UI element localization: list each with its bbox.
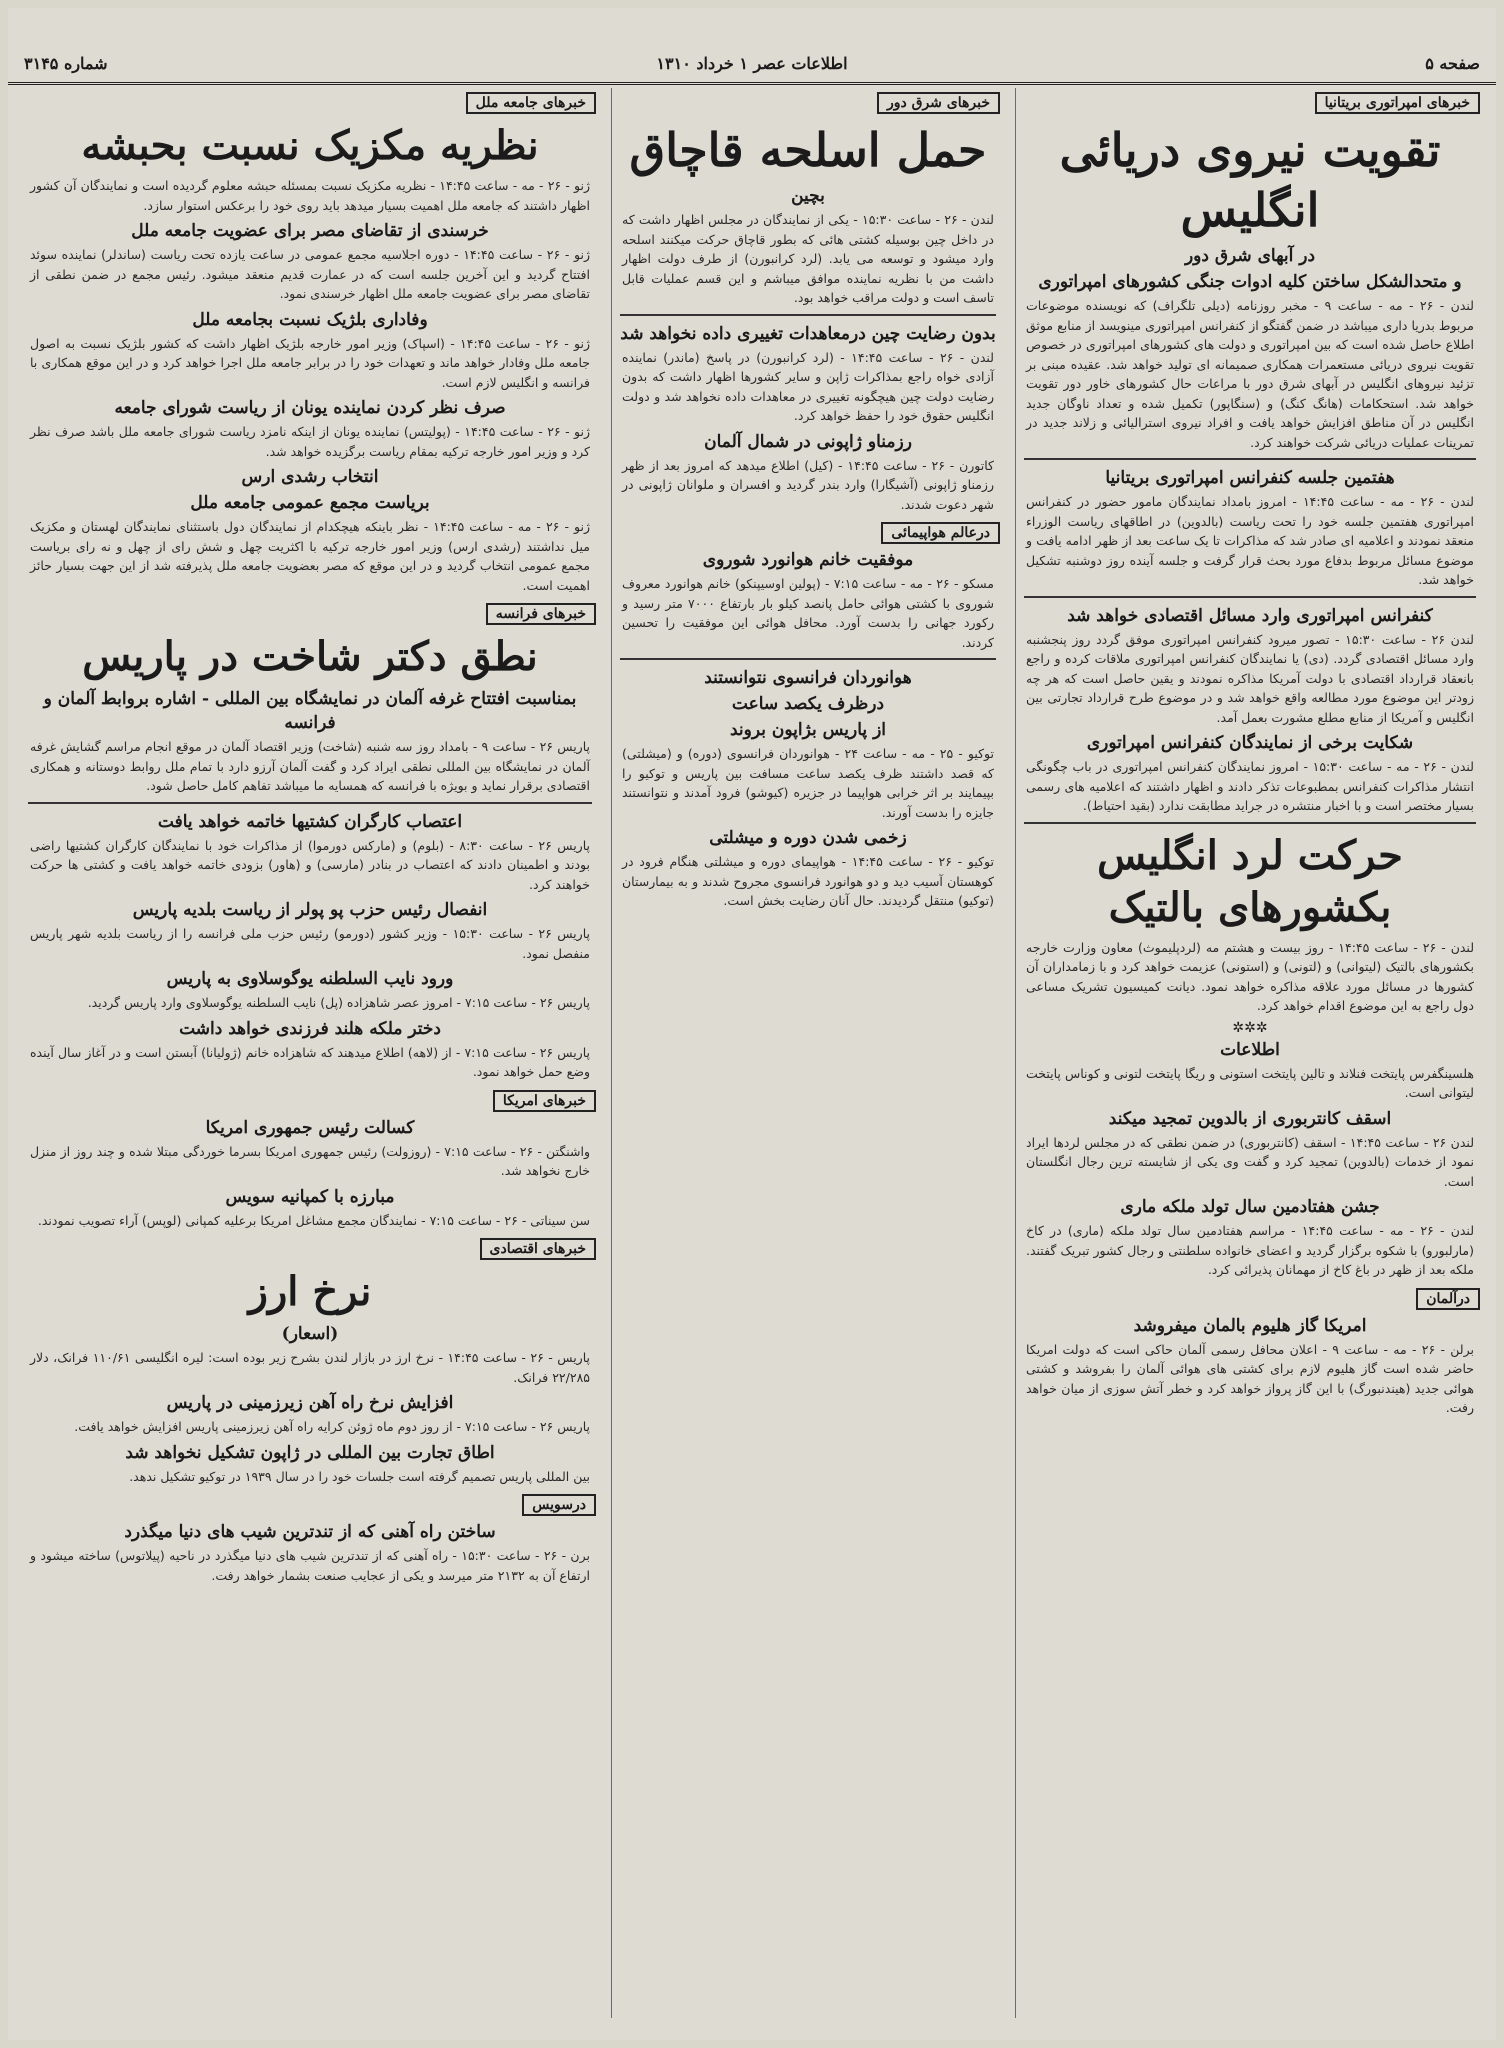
article-body: برن - ۲۶ - ساعت ۱۵:۳۰ - راه آهنی که از تندترین شیب های دنیا میگذرد در ناحیه (پیلاتوس) ساخته میشود و ارتفاع آن به ۲۱۳۲ متر میرسد و یکی از عجایب صنعت بشمار خواهد رفت. [30,1548,590,1583]
article-title: وفاداری بلژیک نسبت بجامعه ملل [192,309,428,330]
article-title: ساختن راه آهنی که از تندترین شیب های دنیا میگذرد [124,1522,496,1542]
article-body: لندن - ۲۶ - ساعت ۱۴:۴۵ - (لرد کرانبورن) در پاسخ (ماندر) نماینده آزادی خواه راجع بمذاکرات ژاپن و سایر کشورها اظهار داشت که بدون رضایت دولت چین هیچگونه تغییری در معاهدات داده نخواهد شد و دولت انگلیس حقوق خود را حفظ خواهد کرد. [622,349,994,423]
divider [1024,822,1476,824]
article-title: انفصال رئیس حزب پو پولر از ریاست بلدیه پاریس [132,900,488,920]
article-body: لندن - ۲۶ - مه - ساعت ۱۵:۳۰ - امروز نمایندگان کنفرانس امپراتوری در باب چگونگی انتشار مذاکرات کنفرانس بمطبوعات تذکر دادند و اظهار داشتند که اعلامیه های رسمی بسیار مختصر است و با اخبار منتشره در جراید مطابقت ندارد (بقید احتیاط). [1026,759,1474,813]
subheadline: بمناسبت افتتاح غرفه آلمان در نمایشگاه بین المللی - اشاره بروابط آلمان و فرانسه [43,689,577,733]
article-body: سن سیناتی - ۲۶ - ساعت ۷:۱۵ - نمایندگان مجمع مشاغل امریکا برعلیه کمپانی (لوپس) آراء تصویب نمودند. [37,1212,590,1228]
article-title: زخمی شدن دوره و میشلتی [709,828,907,848]
article-title: انتخاب رشدی ارس [241,467,379,487]
article-body: بین المللی پاریس تصمیم گرفته است جلسات خود را در سال ۱۹۳۹ در توکیو تشکیل ندهد. [129,1468,590,1484]
section-kicker: درآلمان [1416,1288,1480,1310]
subheadline: در آبهای شرق دور [1184,246,1316,266]
article-title: امریکا گاز هلیوم بالمان میفروشد [1133,1315,1367,1336]
article-body: هلسینگفرس پایتخت فنلاند و تالین پایتخت استونی و ریگا پایتخت لتونی و کوناس پایتخت لیتوانی است. [1026,1065,1474,1100]
divider [28,802,592,804]
subheadline: درظرف یکصد ساعت [731,694,885,714]
subheadline: بچین [791,186,825,206]
article-body: واشنگتن - ۲۶ - ساعت ۷:۱۵ - (روزولت) رئیس جمهوری امریکا بسرما خوردگی مبتلا شده و چند روز از منزل خارج نخواهد شد. [30,1143,591,1178]
article-title: جشن هفتادمین سال تولد ملکه ماری [1120,1197,1380,1217]
divider [1024,596,1476,598]
article-title: موفقیت خانم هوانورد شوروی [702,550,914,570]
article-body: ژنو - ۲۶ - مه - ساعت ۱۴:۴۵ - نظر باینکه هیچکدام از نمایندگان دول باستثنای نمایندگان لهستان و مکزیک میل نداشتند (رشدی ارس) وزیر امور خارجه ترکیه با اکثریت چهل و شش رای از چهل و نه رای بریاست مجمع عمومی انتخاب گردید و در این موقع که مصر بعضویت جامعه ملل پذیرفته شد از این جهت بسیار حائز اهمیت است. [30,519,590,593]
section-kicker: خبرهای امپراتوری بریتانیا [1315,92,1480,114]
divider [1024,458,1476,460]
article-body: ژنو - ۲۶ - ساعت ۱۴:۴۵ - دوره اجلاسیه مجمع عمومی در ساعت یازده تحت ریاست (ساندلر) نماینده سوئد افتتاح گردید و این آخرین جلسه است که در عمارت قدیم منعقد میشود. رئیس مجمع در ضمن نطقی از تقاضای مصر برای عضویت جامعه ملل اظهار خرسندی نمود. [30,247,590,301]
page-number: صفحه ۵ [1425,54,1480,73]
article-body: پاریس ۲۶ - ساعت ۷:۱۵ - از روز دوم ماه ژوئن کرایه راه آهن زیرزمینی پاریس افزایش خواهد یافت. [74,1419,590,1434]
headline: نظریه مکزیک نسبت بحبشه [81,122,539,169]
article-body: پاریس - ۲۶ - ساعت ۱۴:۴۵ - نرخ ارز در بازار لندن بشرح زیر بوده است: لیره انگلیسی ۱۱۰/۶۱ فرانک، دلار ۲۲/۲۸۵ فرانک. [30,1350,590,1385]
article-title: شکایت برخی از نمایندگان کنفرانس امپراتوری [1086,733,1414,753]
article-body: ژنو - ۲۶ - ساعت ۱۴:۴۵ - (اسپاک) وزیر امور خارجه بلژیک اظهار داشت که کشور بلژیک نسبت به اصول جامعه ملل وفادار خواهد ماند و تعهدات خود را در برابر جامعه ملل اجرا خواهد کرد و در این موقع همکاری با فرانسه و انگلیس لازم است. [30,335,590,390]
article-body: پاریس ۲۶ - ساعت ۷:۱۵ - از (لاهه) اطلاع میدهند که شاهزاده خانم (ژولیانا) آبستن است و در آغاز سال آینده وضع حمل خواهد نمود. [30,1044,590,1079]
headline: تقویت نیروی دریائی انگلیس [1059,123,1441,237]
article-title: هفتمین جلسه کنفرانس امپراتوری بریتانیا [1105,468,1395,488]
section-kicker: درعالم هواپیمائی [881,522,1000,544]
article-title: دختر ملکه هلند فرزندی خواهد داشت [179,1018,441,1039]
section-kicker: خبرهای شرق دور [877,92,1000,114]
subheadline: بریاست مجمع عمومی جامعه ملل [190,493,430,513]
article-body: ژنو - ۲۶ - ساعت ۱۴:۴۵ - (پولیتس) نماینده یونان از اینکه نامزد ریاست شورای جامعه ملل باشد صرف نظر کرد و وزیر امور خارجه ترکیه بمقام ریاست برگزیده خواهد شد. [30,424,590,459]
article-title: رزمناو ژاپونی در شمال آلمان [704,431,912,452]
article-body: کاتورن - ۲۶ - ساعت ۱۴:۴۵ - (کیل) اطلاع میدهد که امروز بعد از ظهر رزمناو ژاپونی (آشیگارا) وارد بندر گردید و افسران و ملوانان ژاپونی در شهر دعوت شدند. [622,457,994,512]
article-title: مبارزه با کمپانیه سویس [225,1186,395,1207]
divider [620,314,996,316]
article-body: لندن - ۲۶ - ساعت ۱۵:۳۰ - یکی از نمایندگان در مجلس اظهار داشت که در داخل چین بوسیله کشتی هائی که بطور قاچاق حرکت میکنند اسلحه وارد میشود و توسعه می یابد. (لرد کرانبورن) از طرف دولت اظهار داشت من با نظریه نماینده موافق میباشم و این قسم عملیات قابل تاسف است و دولت مراقب خواهد بود. [622,212,994,305]
article-title: خرسندی از تقاضای مصر برای عضویت جامعه ملل [131,221,489,241]
article-body: لندن ۲۶ - ساعت ۱۴:۴۵ - اسقف (کانتربوری) در ضمن نطقی که در مجلس لردها ایراد نمود از خدمات (بالدوین) تمجید کرد و گفت وی یکی از شایسته ترین رجال انگلستان است. [1026,1134,1474,1189]
article-body: لندن - ۲۶ - مه - ساعت ۱۴:۴۵ - مراسم هفتادمین سال تولد ملکه (ماری) در کاخ (مارلبورو) با شکوه برگزار گردید و اعضای خانواده سلطنتی و رجال کشور تبریک گفتند. ملکه بعد از ظهر در باغ کاخ از مهمانان پذیرائی کرد. [1026,1223,1475,1277]
column-league-of-nations [20,88,600,2018]
subheadline: و متحدالشکل ساختن کلیه ادوات جنگی کشورهای امپراتوری [1038,272,1462,292]
article-body: توکیو - ۲۶ - ساعت ۱۴:۴۵ - هواپیمای دوره و میشلتی هنگام فرود در کوهستان آسیب دید و دو هوانورد فرانسوی مجروح شدند و به بیمارستان (توکیو) منتقل گردیدند. حال آنان رضایت بخش است. [622,854,994,908]
column-far-east [611,88,1004,2018]
article-title: اسقف کانتربوری از بالدوین تمجید میکند [1108,1108,1392,1129]
article-title: هوانوردان فرانسوی نتوانستند [704,668,912,688]
article-body: پاریس ۲۶ - ساعت ۸:۳۰ - (بلوم) و (مارکس دورموا) از مذاکرات خود با نمایندگان کارگران کشتیها راضی بودند و اطمینان دادند که اعتصاب در بنادر (مارسی) و (هاور) بزودی خاتمه خواهد یافت و کشتی ها حرکت خواهند کرد. [30,837,590,892]
article-body: ژنو - ۲۶ - مه - ساعت ۱۴:۴۵ - نظریه مکزیک نسبت بمسئله حبشه معلوم گردیده است و نمایندگان آن کشور اظهار داشتند که جامعه ملل اهمیت بسیار میدهد باید روی خود را برعکس استوار سازد. [30,178,590,213]
newspaper-page [8,8,1496,2040]
section-kicker: خبرهای امریکا [493,1090,596,1112]
article-title: اطاق تجارت بین المللی در ژاپون تشکیل نخواهد شد [125,1442,495,1463]
section-kicker: خبرهای جامعه ملل [466,92,596,114]
article-body: پاریس ۲۶ - ساعت ۷:۱۵ - امروز عصر شاهزاده (پل) نایب السلطنه یوگوسلاوی وارد پاریس گردید. [87,995,590,1010]
article-title: کنفرانس امپراتوری وارد مسائل اقتصادی خواهد شد [1067,605,1433,626]
article-title: بدون رضایت چین درمعاهدات تغییری داده نخواهد شد [620,323,996,344]
subheadline: از پاریس بژاپون بروند [729,720,887,740]
article-title: کسالت رئیس جمهوری امریکا [205,1117,415,1138]
headline: نطق دکتر شاخت در پاریس [82,633,538,680]
article-body: توکیو - ۲۵ - مه - ساعت ۲۴ - هوانوردان فرانسوی (دوره) و (میشلتی) که قصد داشتند ظرف یکصد ساعت مسافت بین پاریس و توکیو را بپیمایند بر اثر خرابی هواپیما در جزیره (کیوشو) فرود آمدند و نتوانستند جایزه را بدست آورند. [622,746,994,820]
article-body: پاریس ۲۶ - ساعت ۱۵:۳۰ - وزیر کشور (دورمو) رئیس حزب ملی فرانسه را از ریاست بلدیه شهر پاریس منفصل نمود. [30,926,590,961]
masthead [8,48,1496,85]
issue-number: شماره ۳۱۴۵ [24,54,108,73]
article-body: لندن ۲۶ - ساعت ۱۵:۳۰ - تصور میرود کنفرانس امپراتوری موفق گردد روز پنجشنبه وارد مسائل اقتصادی گردد. (دی) یا نمایندگان کنفرانس امپراتوری ملاقات کرده و راجع بانعقاد قرارداد اقتصادی با دولت آمریکا مذاکره نمودند و یقین حاصل است که هر چه زودتر این موضوع مورد مطالعه واقع خواهد شد و در موضوع طرح قرارداد تجارتی بین انگلیس و آمریکا از منابع مطلع مشورت بعمل آمد. [1026,631,1474,725]
headline: حرکت لرد انگلیس بکشورهای بالتیک [1097,831,1403,931]
section-kicker: خبرهای اقتصادی [480,1238,597,1260]
article-body: پاریس ۲۶ - ساعت ۹ - بامداد روز سه شنبه (شاخت) وزیر اقتصاد آلمان در موقع انجام مراسم گشایش غرفه آلمان در نمایشگاه بین المللی نطقی ایراد کرد و گفت آلمان آرزو دارد با تمام ملل روابط دوستانه و همکاری اقتصادی برقرار نماید و بویژه با فرانسه که همسایه ما میباشد تفاهم کامل حاصل شود. [30,739,590,793]
newspaper-date: اطلاعات عصر ۱ خرداد ۱۳۱۰ [656,54,848,73]
headline: نرخ ارز [248,1268,372,1315]
article-body: لندن - ۲۶ - مه - ساعت ۱۴:۴۵ - امروز بامداد نمایندگان مامور حضور در کنفرانس امپراتوری هفتمین جلسه خود را تحت ریاست (بالدوین) در اطاقهای ریاست الوزراء منعقد نمودند و اعلامیه ای صادر شد که مذاکرات تا یک ساعت بعد از ظهر ادامه یافت و موضوع مسائل مربوط بدفاع مورد بحث قرار گرفت و جلسه آینده روز دوشنبه تشکیل خواهد شد. [1026,494,1474,587]
column-british-empire [1015,88,1484,2018]
article-title: اطلاعات [1220,1039,1280,1060]
article-title: اعتصاب کارگران کشتیها خاتمه خواهد یافت [157,811,463,832]
star-ornament-icon: ✲✲✲ [1232,1019,1268,1036]
article-title: صرف نظر کردن نماینده یونان از ریاست شورای جامعه [114,398,506,418]
divider [620,658,996,660]
section-kicker: خبرهای فرانسه [486,603,596,625]
article-title: ورود نایب السلطنه یوگوسلاوی به پاریس [166,969,454,989]
article-body: لندن - ۲۶ - ساعت ۱۴:۴۵ - روز بیست و هشتم مه (لردپلیموث) معاون وزارت خارجه بکشورهای بالتیک (لیتوانی) و (لتونی) و (استونی) عزیمت خواهد کرد و با زمامداران آن کشورها در مسائل مورد علاقه مذاکره خواهد نمود. دیانت کمیسیون تشریک مساعی دول راجع به این موضوع اقدام خواهد کرد. [1026,939,1475,1013]
article-title: افزایش نرخ راه آهن زیرزمینی در پاریس [166,1393,454,1413]
section-kicker: درسویس [522,1494,596,1516]
subheadline: (اسعار) [281,1324,339,1344]
article-body: برلن - ۲۶ - مه - ساعت ۹ - اعلان محافل رسمی آلمان حاکی است که دولت امریکا حاضر شده است گاز هلیوم لازم برای کشتی های هوائی آلمان را بفروشد و کشتی هوائی جدید (هیندنبورگ) با این گاز پرواز خواهد کرد و خطر آتش سوزی از میان خواهد رفت. [1026,1341,1474,1415]
article-body: لندن - ۲۶ - مه - ساعت ۹ - مخبر روزنامه (دیلی تلگراف) که نویسنده موضوعات مربوط بدریا داری میباشد در ضمن گفتگو از کنفرانس امپراتوری مینویسد از منابع موثق اطلاع حاصل شده است که بین امپراتوری و دولت های کشورهای امپراتوری در خصوص تقویت نیروی دریائی مستعمرات همکاری صمیمانه ای تولید خواهد شد. عقیده مبنی بر تزئید نیروهای انگلیس در آبهای شرق دور با مراعات حال کشورهای خاور دور تقویت خواهد شد. استحکامات (هانگ کنگ) و (سنگاپور) تکمیل شده و تعداد ناوگان جدید انگلیس در آن مناطق افزایش خواهد یافت و افراد نیروی استرالیائی و زلاند جدید در تمرینات عملیات دریائی شرکت خواهند کرد. [1026,298,1474,450]
headline: حمل اسلحه قاچاق [629,123,987,177]
article-body: مسکو - ۲۶ - مه - ساعت ۷:۱۵ - (پولین اوسیپنکو) خانم هوانورد معروف شوروی با کشتی هوائی حامل پانصد کیلو بار بارتفاع ۷۰۰۰ متر رسید و رکورد جهانی را بدست آورد. محافل هوائی این موفقیت را تحسین کردند. [622,576,994,650]
